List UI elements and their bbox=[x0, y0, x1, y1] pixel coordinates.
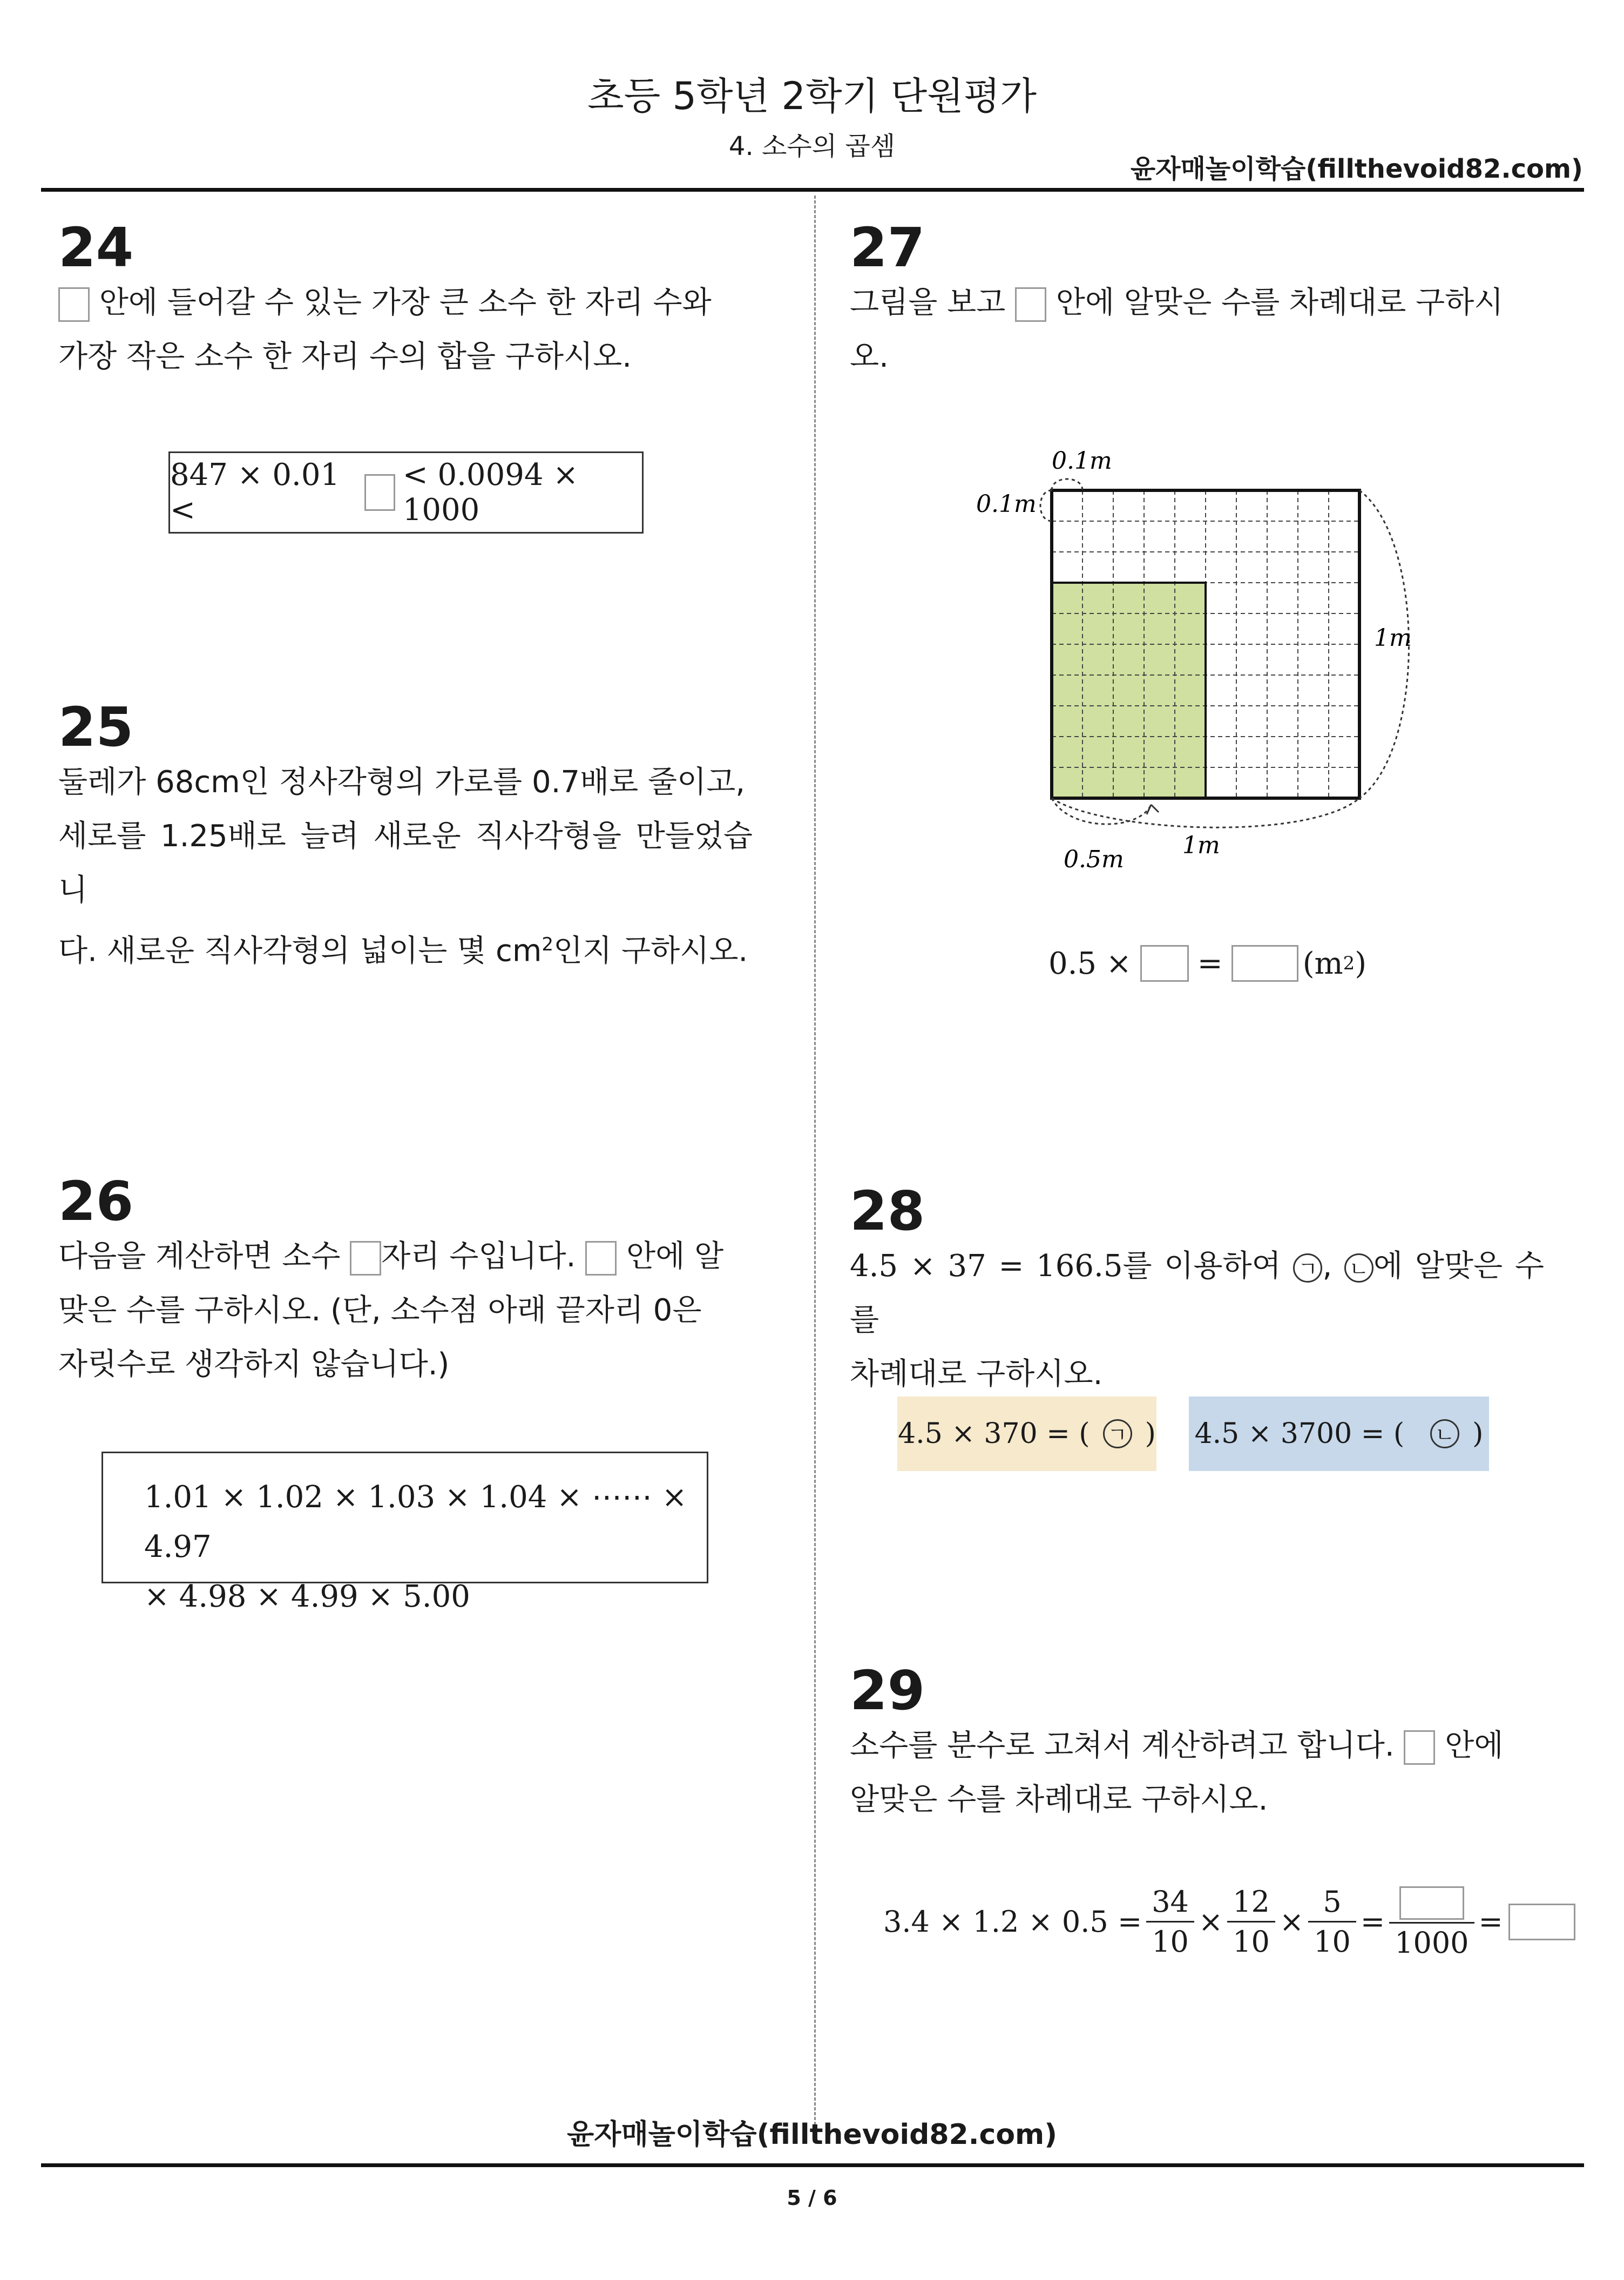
answer-blank bbox=[1508, 1904, 1575, 1940]
close-paren: ) bbox=[1145, 1418, 1156, 1450]
fraction bbox=[1146, 1885, 1194, 1959]
page-number: 5 / 6 bbox=[787, 2186, 837, 2210]
fraction-expression bbox=[883, 1884, 1575, 1960]
product-box bbox=[102, 1452, 708, 1614]
denominator: 10 bbox=[1227, 1921, 1275, 1959]
text-line: 다. 새로운 직사각형의 넓이는 몇 cm bbox=[58, 933, 542, 969]
question-text bbox=[58, 276, 753, 384]
text-line: 알맞은 수를 차례대로 구하시오. bbox=[850, 1782, 1268, 1817]
expression-box-a bbox=[897, 1397, 1156, 1471]
fraction bbox=[1389, 1884, 1474, 1960]
text-line: 둘레가 68cm인 정사각형의 가로를 0.7배로 줄이고, bbox=[58, 765, 746, 800]
footer-brand: 윤자매놀이학습(fillthevoid82.com) bbox=[566, 2119, 1057, 2151]
text-line: 자릿수로 생각하지 않습니다.) bbox=[58, 1347, 450, 1382]
numerator: 12 bbox=[1233, 1885, 1270, 1919]
question-number: 28 bbox=[850, 1179, 925, 1243]
question-24 bbox=[58, 216, 753, 384]
text-line: 안에 알맞은 수를 차례대로 구하시 bbox=[1055, 285, 1504, 320]
label-left: 0.1m bbox=[976, 490, 1037, 518]
question-number: 29 bbox=[850, 1659, 925, 1722]
text-line: 가장 작은 소수 한 자리 수의 합을 구하시오. bbox=[58, 339, 632, 374]
question-number: 27 bbox=[850, 216, 925, 279]
shade-width-brace bbox=[1052, 798, 1151, 824]
circled-label: ㄴ bbox=[1344, 1253, 1373, 1283]
denominator: 10 bbox=[1146, 1921, 1194, 1959]
question-27 bbox=[850, 216, 1544, 384]
denominator: 1000 bbox=[1389, 1922, 1474, 1960]
question-text bbox=[850, 276, 1544, 384]
label-bottom: 1m bbox=[1182, 832, 1220, 859]
page-subtitle: 4. 소수의 곱셈 bbox=[728, 131, 896, 161]
top-cell-brace bbox=[1052, 479, 1082, 490]
header-rule bbox=[41, 188, 1584, 192]
answer-blank bbox=[1015, 287, 1046, 322]
question-number: 26 bbox=[58, 1170, 134, 1233]
text-line: 자리 수입니다. bbox=[381, 1239, 576, 1274]
numerator: 5 bbox=[1323, 1885, 1342, 1919]
label-top: 0.1m bbox=[1052, 447, 1112, 475]
question-text bbox=[850, 1719, 1544, 1827]
inequality-left: 847 × 0.01 < bbox=[170, 457, 340, 528]
text-line: 소수를 분수로 고쳐서 계산하려고 합니다. bbox=[850, 1728, 1395, 1763]
page-title: 초등 5학년 2학기 단원평가 bbox=[587, 74, 1037, 118]
answer-blank bbox=[58, 287, 90, 322]
question-25 bbox=[58, 696, 753, 979]
question-text bbox=[850, 1239, 1544, 1401]
superscript: 2 bbox=[542, 934, 554, 955]
question-text bbox=[58, 755, 753, 979]
label-right: 1m bbox=[1374, 624, 1412, 652]
text-line: 맞은 수를 구하시오. (단, 소수점 아래 끝자리 0은 bbox=[58, 1293, 702, 1328]
answer-blank bbox=[1399, 1886, 1464, 1920]
times-sign: × bbox=[1279, 1905, 1304, 1939]
eq-sign: = bbox=[1197, 946, 1223, 981]
text-line: 인지 구하시오. bbox=[553, 933, 748, 969]
question-number: 25 bbox=[58, 696, 134, 759]
equals-sign: = bbox=[1478, 1905, 1503, 1939]
product-expr-line1: 1.01 × 1.02 × 1.03 × 1.04 × ⋯⋯ × 4.97 bbox=[144, 1480, 687, 1564]
header-brand: 윤자매놀이학습(fillthevoid82.com) bbox=[1130, 154, 1583, 184]
numerator: 34 bbox=[1152, 1885, 1189, 1919]
text-line: 4.5 × 37 = 166.5를 이용하여 bbox=[850, 1249, 1281, 1284]
times-sign: × bbox=[1198, 1905, 1223, 1939]
circled-label: ㄱ bbox=[1293, 1253, 1322, 1283]
text-line: 그림을 보고 bbox=[850, 285, 1006, 320]
circled-label: ㄴ bbox=[1430, 1419, 1459, 1448]
expression-b: 4.5 × 3700 = ( bbox=[1194, 1418, 1405, 1450]
footer-rule bbox=[41, 2163, 1584, 2167]
inequality-box bbox=[168, 451, 644, 534]
superscript: 2 bbox=[1343, 953, 1355, 974]
denominator: 10 bbox=[1308, 1921, 1356, 1959]
grid-diagram bbox=[961, 432, 1447, 896]
left-cell-brace bbox=[1040, 490, 1052, 521]
separator: , bbox=[1322, 1249, 1332, 1284]
question-29 bbox=[850, 1659, 1544, 1827]
eq-unit-close: ) bbox=[1355, 946, 1367, 981]
q27-equation bbox=[1048, 945, 1366, 982]
circled-label: ㄱ bbox=[1103, 1419, 1132, 1448]
shaded-region bbox=[1052, 583, 1206, 798]
text-line: 차례대로 구하시오. bbox=[850, 1357, 1103, 1392]
answer-blank bbox=[364, 474, 395, 511]
column-divider bbox=[814, 195, 816, 2140]
expression-a: 4.5 × 370 = ( bbox=[898, 1418, 1090, 1450]
text-line: 에 알맞은 수를 bbox=[850, 1249, 1544, 1338]
question-26 bbox=[58, 1170, 753, 1392]
expr-lead: 3.4 × 1.2 × 0.5 = bbox=[883, 1905, 1142, 1939]
inequality-right: < 0.0094 × 1000 bbox=[402, 457, 579, 528]
question-text bbox=[58, 1230, 753, 1392]
close-paren: ) bbox=[1472, 1418, 1484, 1450]
text-line: 오. bbox=[850, 339, 889, 374]
fraction bbox=[1308, 1885, 1356, 1959]
fraction bbox=[1227, 1885, 1275, 1959]
answer-blank bbox=[1404, 1730, 1435, 1765]
question-number: 24 bbox=[58, 216, 134, 279]
text-line: 안에 bbox=[1445, 1728, 1504, 1763]
equals-sign: = bbox=[1360, 1905, 1385, 1939]
eq-unit: (m bbox=[1302, 946, 1343, 981]
answer-blank bbox=[1140, 945, 1189, 982]
text-line: 안에 알 bbox=[626, 1239, 724, 1274]
eq-left: 0.5 × bbox=[1048, 946, 1132, 981]
label-bottom-left: 0.5m bbox=[1064, 846, 1124, 873]
product-expr-line2: × 4.98 × 4.99 × 5.00 bbox=[144, 1579, 470, 1614]
text-line: 안에 들어갈 수 있는 가장 큰 소수 한 자리 수와 bbox=[99, 285, 712, 320]
answer-blank bbox=[585, 1241, 617, 1276]
question-28 bbox=[850, 1179, 1544, 1401]
arrow-head-icon bbox=[1147, 805, 1159, 814]
text-line: 다음을 계산하면 소수 bbox=[58, 1239, 341, 1274]
answer-blank bbox=[350, 1241, 381, 1276]
text-line: 세로를 1.25배로 늘려 새로운 직사각형을 만들었습니 bbox=[58, 819, 753, 908]
answer-blank bbox=[1231, 945, 1298, 982]
expression-box-b bbox=[1189, 1397, 1489, 1471]
